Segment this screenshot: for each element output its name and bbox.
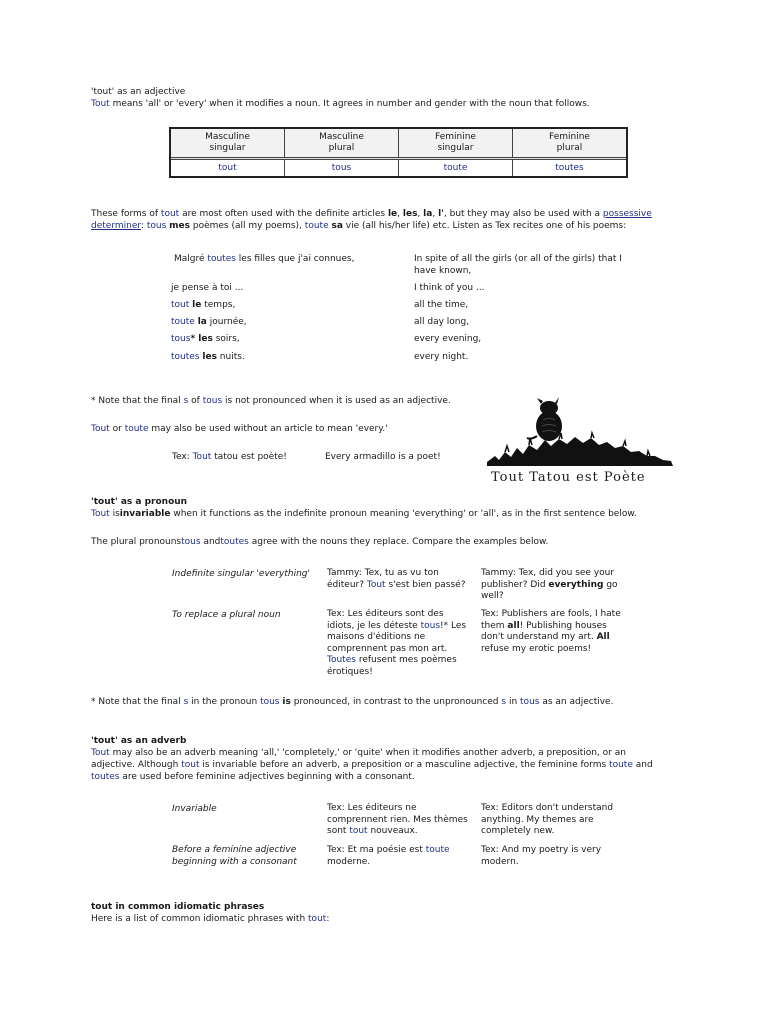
cartoon-caption: Tout Tatou est Poète xyxy=(491,470,646,485)
pronoun-row1-fr: Tammy: Tex, tu as vu ton éditeur? Tout s'est bien passé? xyxy=(327,568,466,590)
adverb-row2-label: Before a feminine adjective beginning with a consonant xyxy=(172,845,297,867)
pronoun-plural-line: The plural pronounstous andtoutes agree with the nouns they replace. Compare the examples below. xyxy=(91,537,549,547)
header-fem-sing: Feminine singular xyxy=(399,128,513,158)
adverb-line-3: toutes are used before feminine adjectives beginning with a consonant. xyxy=(91,772,415,782)
possessive-link[interactable]: possessive xyxy=(602,209,652,219)
poem-line-5-en: every evening, xyxy=(414,334,482,344)
poem-line-3-fr: tout le temps, xyxy=(171,300,236,310)
poem-line-1-fr: Malgré toutes les filles que j'ai connues, xyxy=(174,254,355,264)
adverb-row1-en: Tex: Editors don't understand anything. My themes are completely new. xyxy=(481,803,614,836)
section-heading-adverb: 'tout' as an adverb xyxy=(91,736,187,746)
adverb-row2-en: Tex: And my poetry is very modern. xyxy=(481,845,602,867)
adverb-row2-fr: Tex: Et ma poésie est toute moderne. xyxy=(327,845,450,867)
pronoun-row2-label: To replace a plural noun xyxy=(172,610,281,620)
adverb-row1-fr: Tex: Les éditeurs ne comprennent rien. Mes thèmes sont tout nouveaux. xyxy=(327,803,468,836)
poem-line-4-fr: toute la journée, xyxy=(171,317,247,327)
poem-line-1-en-b: have known, xyxy=(414,266,472,276)
section-heading-pronoun: 'tout' as a pronoun xyxy=(91,497,188,507)
section-heading-adjective: 'tout' as an adjective xyxy=(91,87,186,97)
pronoun-note: * Note that the final s in the pronoun tous is pronounced, in contrast to the unpronounced s in tous as an adjective. xyxy=(91,697,614,707)
pronoun-row1-en: Tammy: Tex, did you see your publisher? Did everything go well? xyxy=(481,568,618,601)
definite-articles-paragraph: These forms of tout are most often used with the definite articles le, les, la, l', but they may also be used with a possessive xyxy=(91,209,652,219)
table-value-row xyxy=(170,160,627,178)
adjective-note: * Note that the final s of tous is not pronounced when it is used as an adjective. xyxy=(91,396,451,406)
poem-line-1-en-a: In spite of all the girls (or all of the girls) that I xyxy=(414,254,622,264)
value-tout: tout xyxy=(170,160,285,178)
poem-line-2-en: I think of you ... xyxy=(414,283,485,293)
adjective-intro-text: means 'all' or 'every' when it modifies a noun. It agrees in number and gender with the noun that follows. xyxy=(112,99,590,109)
tex-poem-en: Every armadillo is a poet! xyxy=(325,452,441,462)
poem-line-2-fr: je pense à toi ... xyxy=(171,283,244,293)
adverb-line-2: adjective. Although tout is invariable before an adverb, a preposition or a masculine adjective, the feminine forms toute and xyxy=(91,760,653,770)
adjective-intro xyxy=(91,98,590,110)
definite-articles-paragraph-2: determiner: tous mes poèmes (all my poems), toute sa vie (all his/her life) etc. Listen as Tex recites one of his poems: xyxy=(91,221,627,231)
adverb-line-1: Tout may also be an adverb meaning 'all,' 'completely,' or 'quite' when it modifies another adverb, a preposition, or an xyxy=(91,748,626,758)
pronoun-row2-fr: Tex: Les éditeurs sont des idiots, je les déteste tous!* Les maisons d'éditions ne comprennent pas mon art. Toutes refusent mes poèmes érotiques! xyxy=(327,609,467,677)
pronoun-row2-en: Tex: Publishers are fools, I hate them all! Publishing houses don't understand my art. All refuse my erotic poems! xyxy=(481,609,621,654)
armadillo-cartoon xyxy=(485,390,675,490)
poem-line-6-en: every night. xyxy=(414,352,469,362)
header-fem-plur: Feminine plural xyxy=(513,128,628,158)
poem-line-5-fr: tous* les soirs, xyxy=(171,334,240,344)
tout-forms-table xyxy=(169,127,628,178)
idioms-intro: Here is a list of common idiomatic phrases with tout: xyxy=(91,914,330,924)
poem-line-6-fr: toutes les nuits. xyxy=(171,352,245,362)
table-header-row xyxy=(170,128,627,158)
without-article-line: Tout or toute may also be used without an article to mean 'every.' xyxy=(91,424,388,434)
header-masc-plur: Masculine plural xyxy=(285,128,399,158)
tex-poem-fr: Tex: Tout tatou est poète! xyxy=(172,452,287,462)
adverb-row1-label: Invariable xyxy=(172,804,217,814)
value-tous: tous xyxy=(285,160,399,178)
poem-line-4-en: all day long, xyxy=(414,317,470,327)
pronoun-row1-label: Indefinite singular 'everything' xyxy=(172,569,310,579)
value-toute: toute xyxy=(399,160,513,178)
pronoun-intro: Tout isinvariable when it functions as the indefinite pronoun meaning 'everything' or 'all', as in the first sentence below. xyxy=(91,509,637,519)
section-heading-idioms: tout in common idiomatic phrases xyxy=(91,902,265,912)
header-masc-sing: Masculine singular xyxy=(170,128,285,158)
tout-word: Tout xyxy=(91,99,110,109)
determiner-link[interactable]: determiner xyxy=(91,221,141,231)
poem-line-3-en: all the time, xyxy=(414,300,469,310)
value-toutes: toutes xyxy=(513,160,628,178)
